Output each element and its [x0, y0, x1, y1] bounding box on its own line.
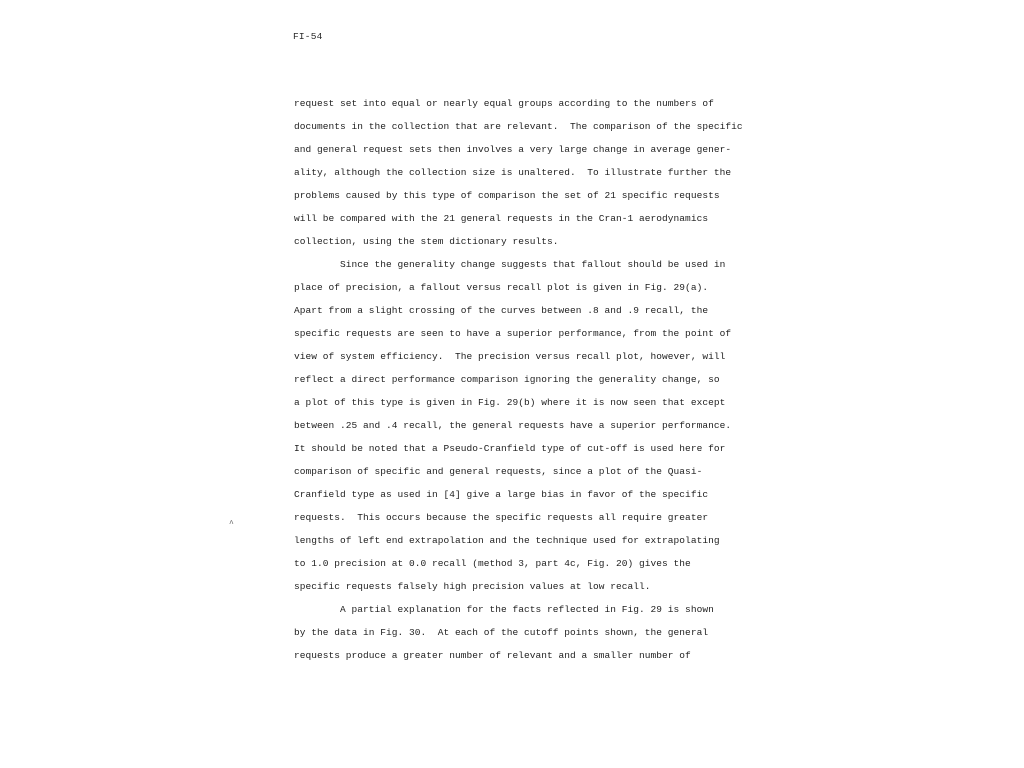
text-line: Since the generality change suggests that fallout should be used in: [294, 259, 726, 270]
text-line: comparison of specific and general requests, since a plot of the Quasi-: [294, 466, 703, 477]
text-line: between .25 and .4 recall, the general requests have a superior performance.: [294, 420, 732, 431]
text-line: It should be noted that a Pseudo-Cranfield type of cut-off is used here for: [294, 443, 726, 454]
text-line: specific requests falsely high precision values at low recall.: [294, 581, 651, 592]
text-line: and general request sets then involves a very large change in average gener-: [294, 144, 732, 155]
text-line: Apart from a slight crossing of the curves between .8 and .9 recall, the: [294, 305, 709, 316]
text-line: documents in the collection that are relevant. The comparison of the specific: [294, 121, 743, 132]
text-line: view of system efficiency. The precision versus recall plot, however, will: [294, 351, 726, 362]
text-line: to 1.0 precision at 0.0 recall (method 3, part 4c, Fig. 20) gives the: [294, 558, 691, 569]
text-line: requests. This occurs because the specific requests all require greater: [294, 512, 709, 523]
text-line: reflect a direct performance comparison ignoring the generality change, so: [294, 374, 720, 385]
text-line: by the data in Fig. 30. At each of the cutoff points shown, the general: [294, 627, 709, 638]
text-line: specific requests are seen to have a superior performance, from the point of: [294, 328, 732, 339]
text-line: a plot of this type is given in Fig. 29(b) where it is now seen that except: [294, 397, 726, 408]
text-line: collection, using the stem dictionary results.: [294, 236, 559, 247]
text-line: lengths of left end extrapolation and the technique used for extrapolating: [294, 535, 720, 546]
text-line: ality, although the collection size is unaltered. To illustrate further the: [294, 167, 732, 178]
text-line: request set into equal or nearly equal groups according to the numbers of: [294, 98, 714, 109]
text-line: place of precision, a fallout versus recall plot is given in Fig. 29(a).: [294, 282, 709, 293]
margin-caret-mark: ^: [229, 520, 234, 529]
text-line: Cranfield type as used in [4] give a large bias in favor of the specific: [294, 489, 709, 500]
page-number: FI-54: [293, 31, 323, 42]
text-line: A partial explanation for the facts reflected in Fig. 29 is shown: [294, 604, 714, 615]
text-line: problems caused by this type of comparison the set of 21 specific requests: [294, 190, 720, 201]
text-line: requests produce a greater number of relevant and a smaller number of: [294, 650, 691, 661]
text-line: will be compared with the 21 general requests in the Cran-1 aerodynamics: [294, 213, 709, 224]
